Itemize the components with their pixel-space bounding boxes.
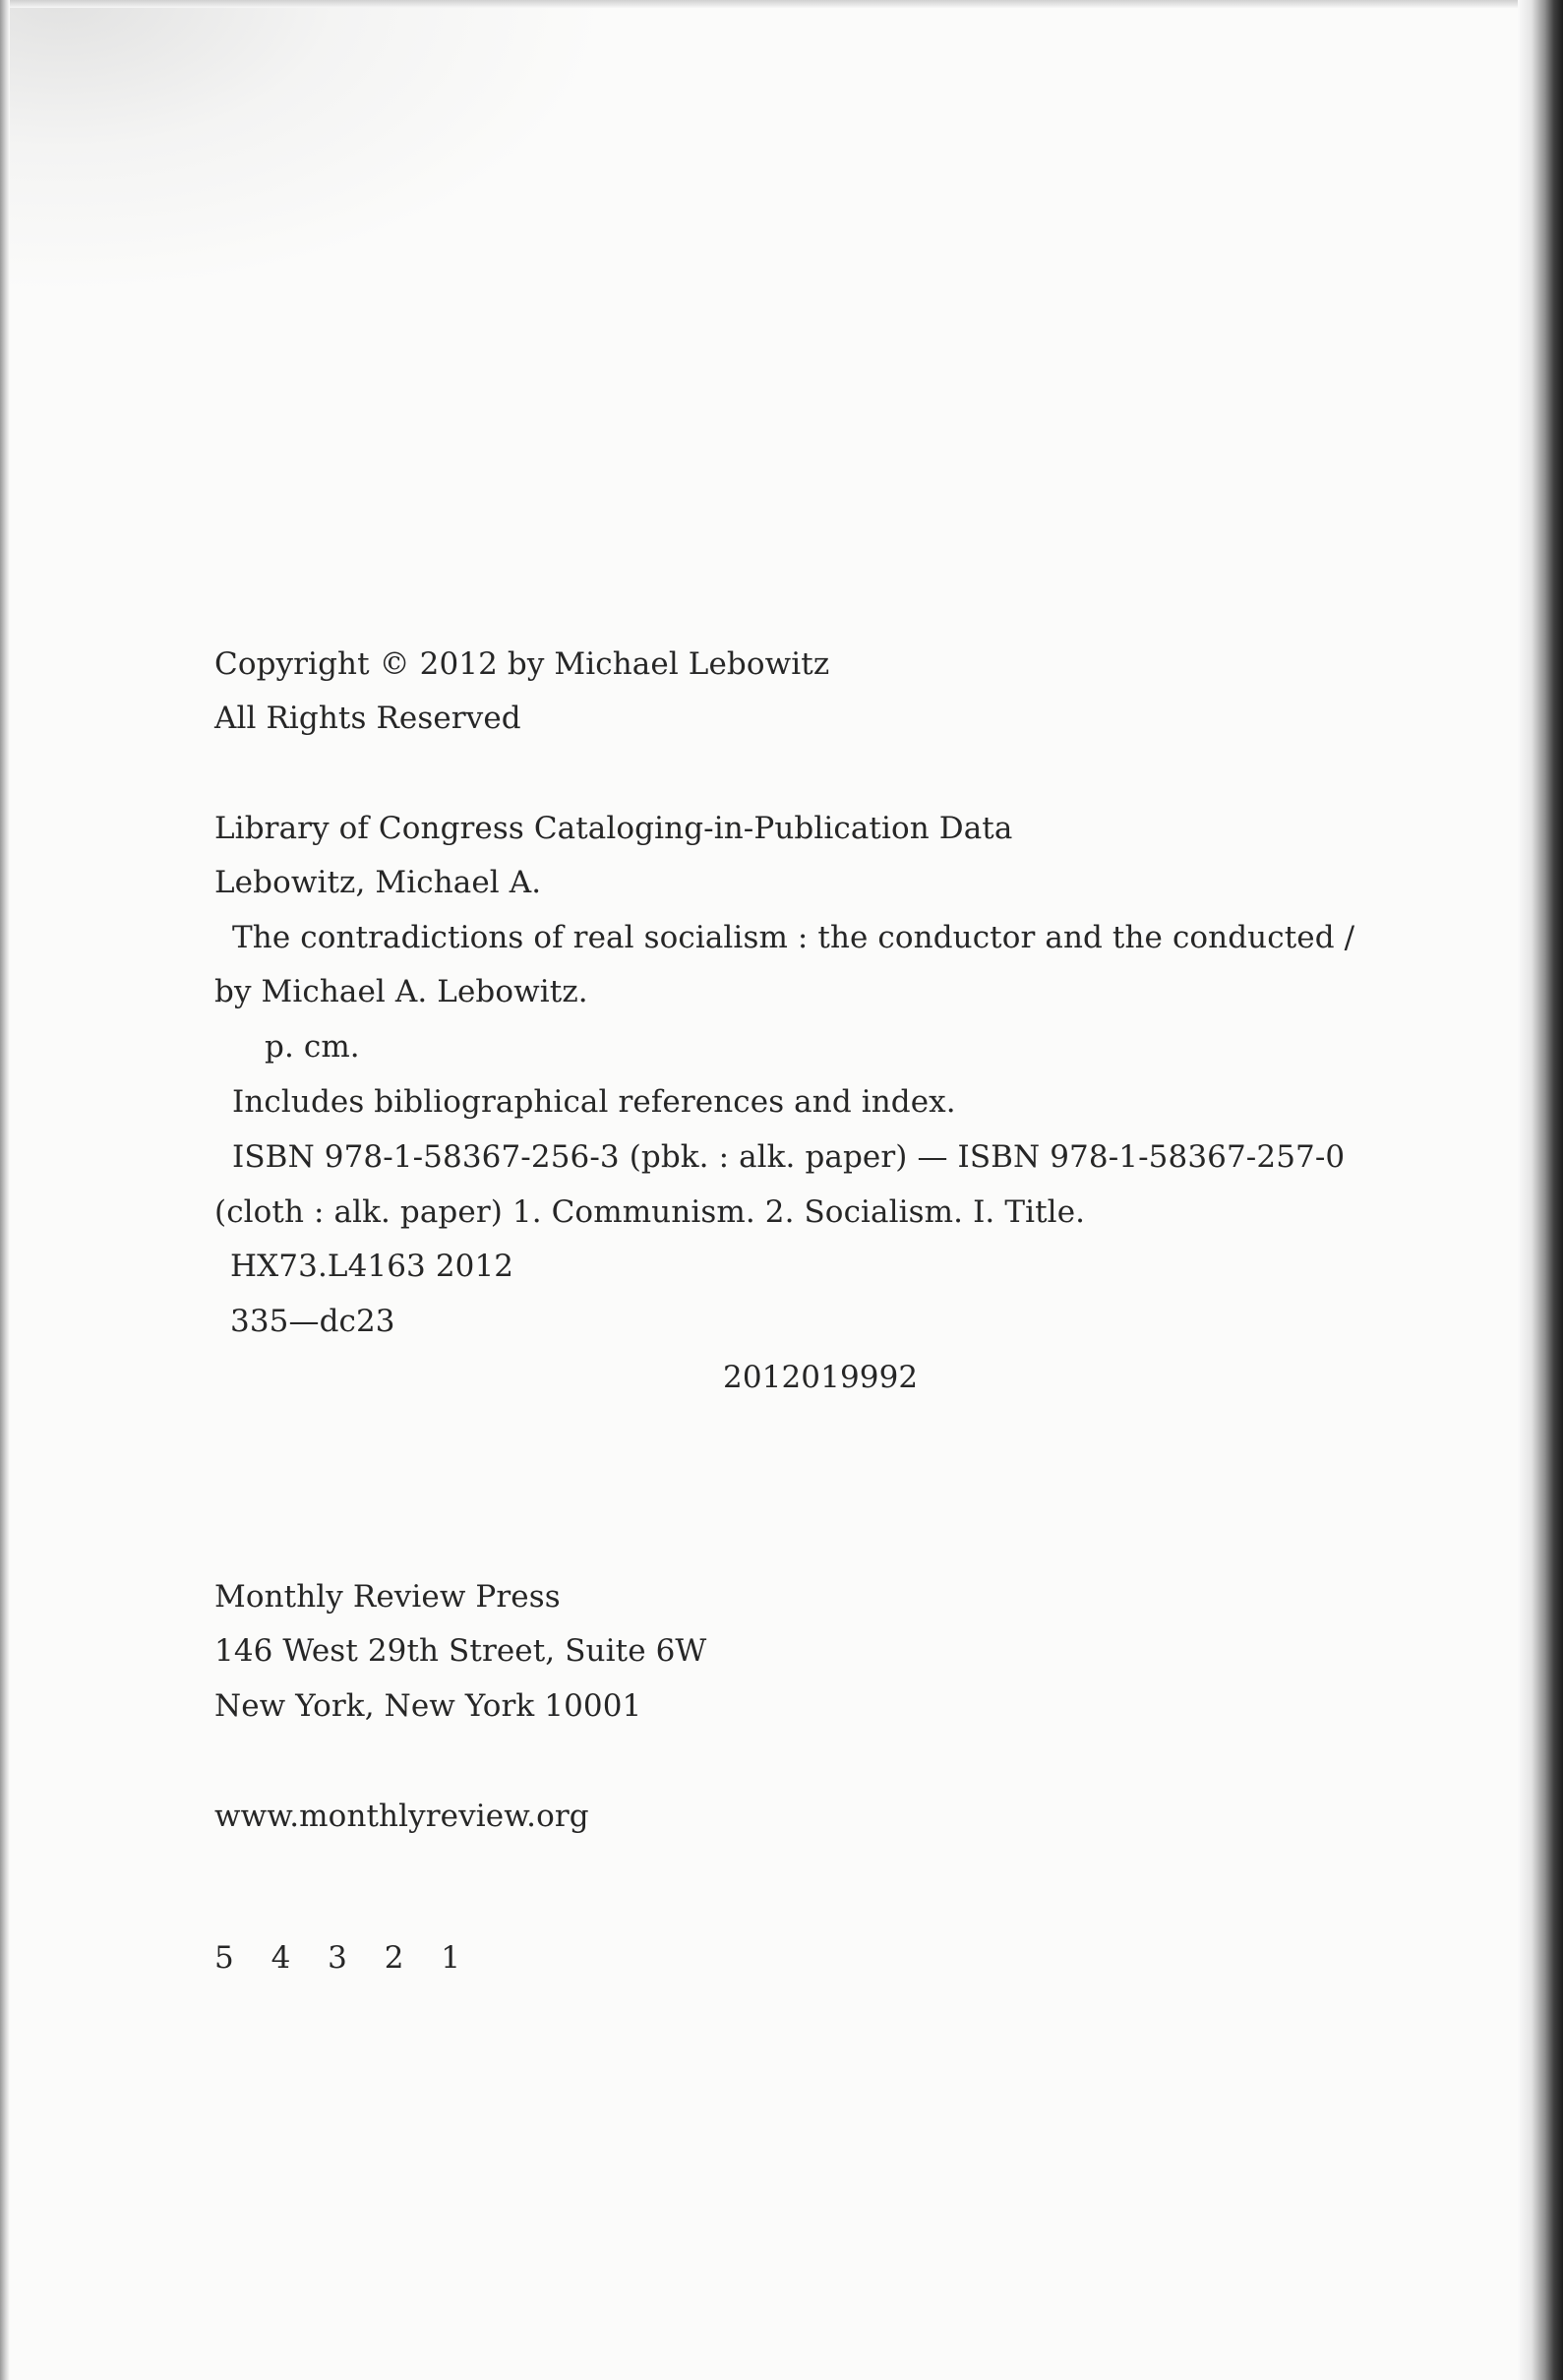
copyright-notice: Copyright © 2012 by Michael Lebowitz [214, 646, 830, 682]
cip-control-number: 2012019992 [723, 1360, 919, 1395]
cip-title-line-2: by Michael A. Lebowitz. [214, 974, 588, 1009]
cip-isbn-line-1: ISBN 978-1-58367-256-3 (pbk. : alk. paper) — ISBN 978-1-58367-257-0 [232, 1139, 1346, 1175]
publisher-website: www.monthlyreview.org [214, 1799, 589, 1834]
cip-lc-classification: HX73.L4163 2012 [230, 1249, 514, 1284]
cip-physical-description: p. cm. [265, 1029, 360, 1065]
page-left-edge [0, 0, 10, 2380]
publisher-street: 146 West 29th Street, Suite 6W [214, 1633, 707, 1669]
cip-title-line-1: The contradictions of real socialism : the conductor and the conducted / [232, 920, 1355, 955]
publisher-city: New York, New York 10001 [214, 1688, 642, 1724]
printing-number-line: 5 4 3 2 1 [214, 1940, 475, 1976]
cip-isbn-line-2: (cloth : alk. paper) 1. Communism. 2. Socialism. I. Title. [214, 1194, 1086, 1230]
page-top-edge [0, 0, 1563, 8]
page-binding-shadow [1518, 0, 1563, 2380]
cip-heading: Library of Congress Cataloging-in-Publication Data [214, 811, 1013, 846]
cip-notes: Includes bibliographical references and index. [232, 1084, 956, 1120]
publisher-name: Monthly Review Press [214, 1579, 561, 1615]
cip-author: Lebowitz, Michael A. [214, 865, 542, 900]
rights-reserved: All Rights Reserved [214, 701, 521, 736]
cip-dewey-classification: 335—dc23 [230, 1304, 395, 1339]
scan-smudge [0, 0, 610, 295]
